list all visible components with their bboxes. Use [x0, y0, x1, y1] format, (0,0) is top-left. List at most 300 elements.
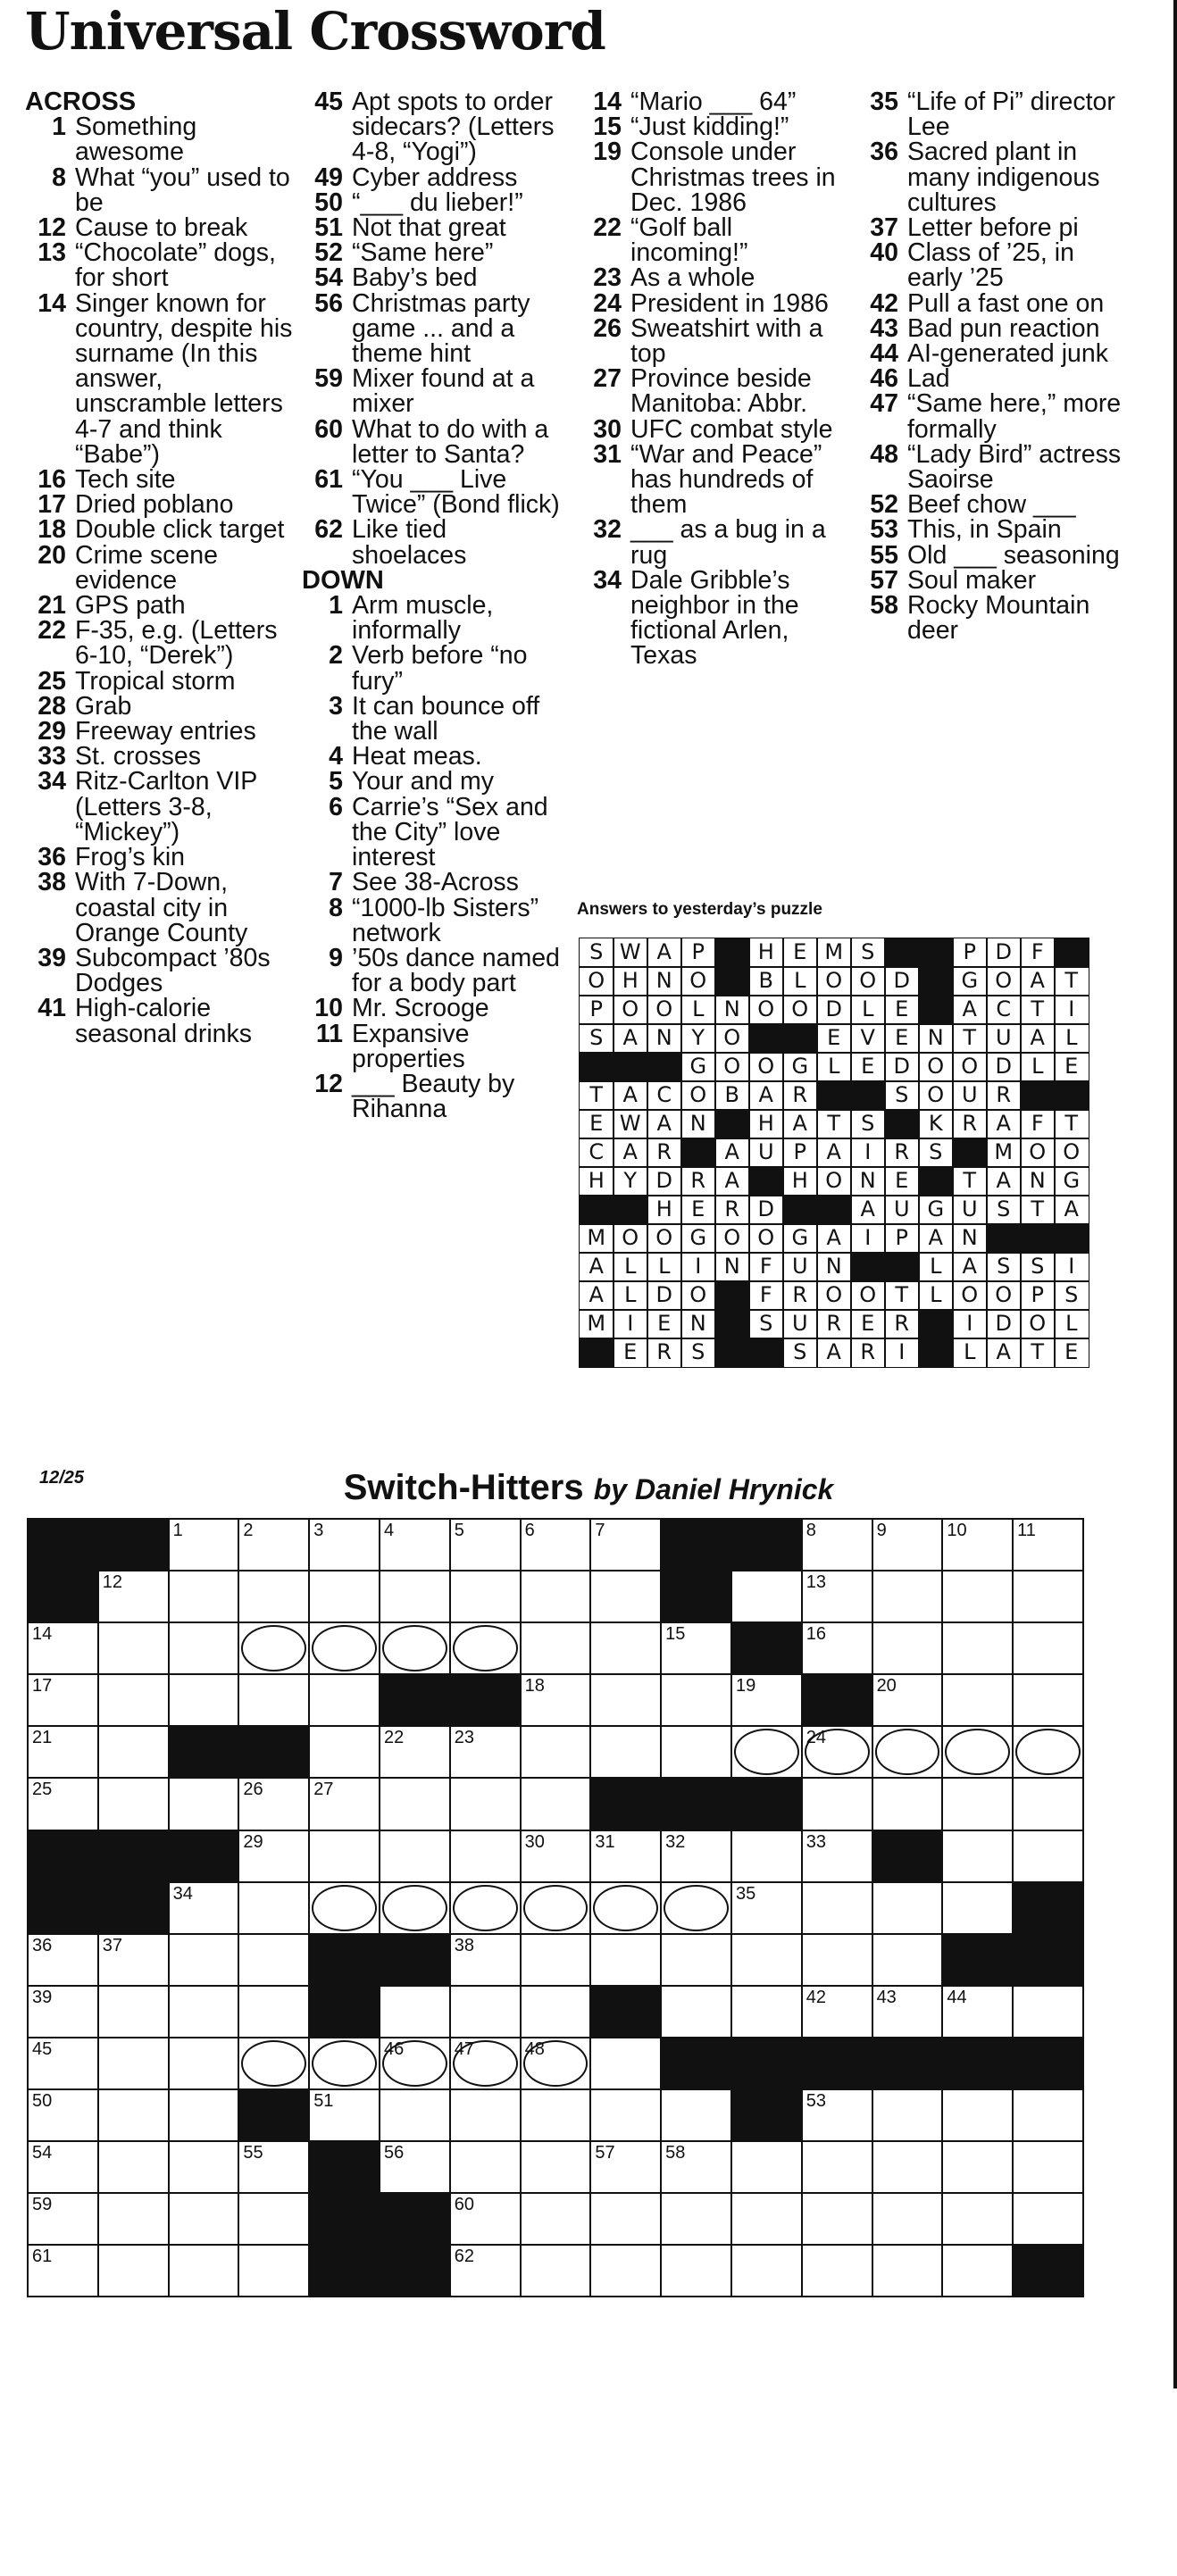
grid-cell[interactable] [97, 2192, 170, 2246]
grid-cell[interactable] [379, 2140, 451, 2194]
clue-number: 33 [38, 742, 66, 771]
grid-cell[interactable] [449, 1725, 522, 1779]
clue [857, 88, 1125, 142]
down-clue-list-2 [580, 89, 848, 669]
clue-text: Bad pun reaction [907, 313, 1100, 343]
clue [25, 165, 293, 215]
black-square [97, 1518, 170, 1571]
grid-cell[interactable] [1012, 2192, 1084, 2246]
grid-cell[interactable] [801, 1933, 873, 1987]
grid-cell[interactable] [168, 2088, 240, 2142]
grid-cell[interactable] [589, 1830, 662, 1883]
grid-cell[interactable] [660, 2088, 732, 2142]
clue-column-1 [25, 89, 293, 1046]
grid-cell[interactable] [589, 2037, 662, 2090]
clue [302, 641, 561, 696]
answer-letter: R [850, 1338, 886, 1368]
answers-label: Answers to yesterday’s puzzle [577, 900, 822, 919]
cell-number: 46 [383, 2038, 405, 2059]
grid-cell[interactable] [379, 2037, 451, 2090]
clue-text: Mixer found at a mixer [352, 364, 535, 419]
grid-cell[interactable] [660, 1725, 732, 1779]
circle-mark [241, 2040, 306, 2087]
grid-cell[interactable] [97, 2037, 170, 2090]
clue-number: 38 [38, 868, 66, 897]
grid-cell[interactable] [238, 1777, 310, 1830]
grid-cell[interactable] [27, 1777, 99, 1830]
grid-cell[interactable] [27, 1621, 99, 1675]
clue-text: GPS path [75, 591, 186, 621]
answer-letter: N [680, 1309, 716, 1339]
grid-cell[interactable] [27, 1725, 99, 1779]
grid-cell[interactable] [941, 1985, 1014, 2038]
grid-cell[interactable] [660, 2140, 732, 2194]
answer-letter: A [1054, 1195, 1089, 1225]
grid-cell[interactable] [801, 1725, 873, 1779]
answer-letter: N [1020, 1166, 1056, 1196]
grid-cell[interactable] [520, 1777, 592, 1830]
grid-cell[interactable] [801, 2192, 873, 2246]
grid-cell[interactable] [27, 2037, 99, 2090]
grid-cell[interactable] [97, 2140, 170, 2194]
grid-cell[interactable] [730, 2244, 803, 2297]
grid-cell[interactable] [379, 1621, 451, 1675]
cell-number: 21 [32, 1728, 53, 1748]
grid-row [27, 1830, 1100, 1881]
answer-letter: C [986, 995, 1022, 1025]
grid-cell[interactable] [520, 1933, 592, 1987]
grid-cell[interactable] [660, 2244, 732, 2297]
grid-cell[interactable] [1012, 1673, 1084, 1727]
clue [25, 719, 293, 744]
cell-number: 22 [383, 1728, 405, 1748]
clue-number: 17 [38, 490, 66, 520]
clue-number: 45 [314, 88, 343, 116]
grid-cell[interactable] [1012, 1777, 1084, 1830]
clue-number: 36 [870, 138, 898, 167]
grid-cell[interactable] [449, 1777, 522, 1830]
grid-cell[interactable] [308, 1621, 380, 1675]
grid-cell[interactable] [730, 1830, 803, 1883]
clue-text: Your and my [352, 767, 494, 796]
grid-cell[interactable] [238, 1621, 310, 1675]
answer-letter: D [986, 1052, 1022, 1082]
grid-cell[interactable] [238, 1985, 310, 2038]
grid-cell[interactable] [97, 1570, 170, 1623]
answer-letter: U [952, 1080, 988, 1111]
black-square [379, 2244, 451, 2297]
grid-cell[interactable] [238, 2192, 310, 2246]
black-square [449, 1673, 522, 1727]
grid-cell[interactable] [308, 1518, 380, 1571]
grid-cell[interactable] [660, 1985, 732, 2038]
grid-cell[interactable] [589, 1881, 662, 1935]
clue [302, 190, 561, 215]
grid-cell[interactable] [730, 1933, 803, 1987]
answer-grid-row [579, 1052, 1088, 1080]
answer-letter: E [613, 1338, 648, 1368]
grid-cell[interactable] [730, 2192, 803, 2246]
grid-cell[interactable] [379, 1881, 451, 1935]
clue [25, 465, 293, 495]
grid-cell[interactable] [27, 1933, 99, 1987]
grid-cell[interactable] [238, 1518, 310, 1571]
grid-cell[interactable] [379, 1570, 451, 1623]
answer-black-square [1020, 1223, 1056, 1254]
grid-cell[interactable] [801, 2088, 873, 2142]
grid-cell[interactable] [941, 2088, 1014, 2142]
cell-number: 54 [32, 2143, 53, 2163]
grid-cell[interactable] [660, 1673, 732, 1727]
grid-cell[interactable] [238, 1570, 310, 1623]
clue-text: President in 1986 [630, 288, 829, 318]
clue-text: “War and Peace” has hundreds of them [630, 439, 822, 520]
grid-cell[interactable] [589, 1725, 662, 1779]
grid-cell[interactable] [730, 1570, 803, 1623]
grid-cell[interactable] [27, 2088, 99, 2142]
answer-letter: D [884, 1052, 920, 1082]
grid-cell[interactable] [449, 1621, 522, 1675]
circle-mark [945, 1729, 1010, 1775]
grid-cell[interactable] [730, 1881, 803, 1935]
answer-black-square [680, 1138, 716, 1168]
grid-cell[interactable] [872, 1673, 944, 1727]
grid-cell[interactable] [520, 2192, 592, 2246]
grid-cell[interactable] [1012, 2088, 1084, 2142]
clue-number: 49 [314, 163, 343, 192]
clue-number: 61 [314, 465, 343, 495]
grid-cell[interactable] [1012, 1621, 1084, 1675]
grid-cell[interactable] [168, 1518, 240, 1571]
grid-cell[interactable] [449, 1985, 522, 2038]
answer-letter: V [850, 1023, 886, 1054]
grid-cell[interactable] [308, 1830, 380, 1883]
answer-grid-row [579, 1195, 1088, 1223]
answer-black-square [714, 1280, 750, 1311]
clue [25, 490, 293, 520]
grid-cell[interactable] [97, 1621, 170, 1675]
grid-cell[interactable] [449, 2088, 522, 2142]
grid-cell[interactable] [941, 1725, 1014, 1779]
grid-cell[interactable] [168, 2140, 240, 2194]
cell-number: 3 [313, 1521, 324, 1540]
grid-cell[interactable] [97, 1933, 170, 1987]
grid-cell[interactable] [168, 2192, 240, 2246]
grid-cell[interactable] [872, 1621, 944, 1675]
grid-cell[interactable] [449, 2037, 522, 2090]
circle-mark [664, 1885, 729, 1931]
grid-cell[interactable] [589, 2244, 662, 2297]
grid-cell[interactable] [168, 1673, 240, 1727]
grid-cell[interactable] [801, 1570, 873, 1623]
grid-cell[interactable] [1012, 2140, 1084, 2194]
cell-number: 5 [454, 1521, 464, 1540]
grid-cell[interactable] [449, 1881, 522, 1935]
cell-number: 36 [32, 1935, 53, 1955]
grid-cell[interactable] [589, 2192, 662, 2246]
clue-text: Cyber address [352, 163, 518, 192]
answer-letter: S [918, 1138, 954, 1168]
column-rule [1173, 0, 1177, 2388]
grid-cell[interactable] [801, 1621, 873, 1675]
grid-cell[interactable] [801, 1777, 873, 1830]
grid-cell[interactable] [379, 1985, 451, 2038]
clue [302, 893, 561, 947]
grid-cell[interactable] [520, 2088, 592, 2142]
cell-number: 24 [806, 1728, 827, 1748]
clue-number: 21 [38, 591, 66, 621]
answer-letter: N [850, 1166, 886, 1196]
grid-cell[interactable] [520, 2140, 592, 2194]
grid-cell[interactable] [97, 1725, 170, 1779]
grid-cell[interactable] [168, 2037, 240, 2090]
grid-cell[interactable] [379, 2088, 451, 2142]
answer-letter: A [613, 1138, 648, 1168]
clue [25, 515, 293, 545]
answer-letter: D [986, 1309, 1022, 1339]
answer-grid-row [579, 966, 1088, 995]
grid-cell[interactable] [520, 1985, 592, 2038]
grid-cell[interactable] [730, 1725, 803, 1779]
grid-cell[interactable] [308, 1777, 380, 1830]
grid-cell[interactable] [872, 2244, 944, 2297]
grid-cell[interactable] [801, 1985, 873, 2038]
cell-number: 56 [383, 2143, 405, 2163]
grid-cell[interactable] [801, 2244, 873, 2297]
cell-number: 58 [665, 2143, 686, 2163]
answer-grid-row [579, 1338, 1088, 1366]
grid-cell[interactable] [1012, 1830, 1084, 1883]
grid-cell[interactable] [449, 1518, 522, 1571]
grid-cell[interactable] [872, 2088, 944, 2142]
grid-cell[interactable] [1012, 1985, 1084, 2038]
clue-text: Dried poblano [75, 490, 234, 520]
grid-cell[interactable] [872, 1777, 944, 1830]
grid-cell[interactable] [308, 1725, 380, 1779]
grid-cell[interactable] [872, 2140, 944, 2194]
answer-black-square [579, 1195, 614, 1225]
grid-cell[interactable] [449, 2192, 522, 2246]
answer-letter: O [714, 1052, 750, 1082]
answer-letter: O [680, 1280, 716, 1311]
answer-letter: A [579, 1280, 614, 1311]
clue-number: 13 [38, 238, 66, 268]
clue [857, 238, 1125, 293]
grid-cell[interactable] [379, 1830, 451, 1883]
grid-cell[interactable] [379, 1777, 451, 1830]
answer-letter: G [1054, 1166, 1089, 1196]
grid-cell[interactable] [520, 1673, 592, 1727]
grid-cell[interactable] [730, 1673, 803, 1727]
grid-cell[interactable] [449, 1830, 522, 1883]
answer-black-square [816, 1080, 852, 1111]
answer-letter: N [816, 1252, 852, 1282]
grid-cell[interactable] [168, 1570, 240, 1623]
grid-cell[interactable] [449, 1570, 522, 1623]
grid-cell[interactable] [520, 1621, 592, 1675]
grid-cell[interactable] [520, 1725, 592, 1779]
grid-cell[interactable] [589, 1673, 662, 1727]
grid-cell[interactable] [520, 1570, 592, 1623]
answer-letter: H [748, 938, 784, 968]
grid-cell[interactable] [238, 2140, 310, 2194]
clue-number: 24 [593, 288, 622, 318]
clue [302, 288, 561, 369]
grid-cell[interactable] [941, 2192, 1014, 2246]
answer-letter: A [714, 1138, 750, 1168]
answer-letter: A [714, 1166, 750, 1196]
grid-cell[interactable] [449, 2244, 522, 2297]
grid-cell[interactable] [941, 1570, 1014, 1623]
clue-number: 62 [314, 515, 343, 545]
grid-cell[interactable] [168, 1933, 240, 1987]
grid-cell[interactable] [941, 1621, 1014, 1675]
grid-cell[interactable] [97, 1673, 170, 1727]
grid-cell[interactable] [660, 1830, 732, 1883]
answer-letter: D [884, 966, 920, 996]
grid-cell[interactable] [379, 1725, 451, 1779]
grid-cell[interactable] [872, 1933, 944, 1987]
puzzle-title-line [0, 1468, 1177, 1508]
grid-cell[interactable] [168, 1881, 240, 1935]
answer-grid-row [579, 995, 1088, 1023]
grid-cell[interactable] [872, 1518, 944, 1571]
circle-mark [312, 1625, 377, 1671]
grid-cell[interactable] [730, 1985, 803, 2038]
grid-cell[interactable] [97, 2088, 170, 2142]
circle-mark [382, 1885, 447, 1931]
answer-black-square [1054, 1080, 1089, 1111]
grid-cell[interactable] [1012, 1518, 1084, 1571]
grid-cell[interactable] [97, 1777, 170, 1830]
grid-cell[interactable] [941, 1518, 1014, 1571]
cell-number: 6 [524, 1521, 535, 1540]
grid-cell[interactable] [1012, 1725, 1084, 1779]
grid-cell[interactable] [520, 1518, 592, 1571]
grid-cell[interactable] [589, 1518, 662, 1571]
answer-letter: A [782, 1109, 818, 1139]
grid-cell[interactable] [660, 1933, 732, 1987]
grid-cell[interactable] [379, 1518, 451, 1571]
grid-cell[interactable] [872, 1570, 944, 1623]
grid-cell[interactable] [27, 2244, 99, 2297]
grid-cell[interactable] [941, 1673, 1014, 1727]
grid-cell[interactable] [520, 1881, 592, 1935]
grid-cell[interactable] [168, 2244, 240, 2297]
grid-cell[interactable] [872, 1985, 944, 2038]
cell-number: 37 [102, 1935, 123, 1955]
clue-number: 55 [870, 540, 898, 570]
grid-cell[interactable] [872, 1725, 944, 1779]
grid-cell[interactable] [308, 1881, 380, 1935]
answer-letter: L [647, 1252, 682, 1282]
grid-cell[interactable] [872, 1881, 944, 1935]
black-square [27, 1881, 99, 1935]
grid-cell[interactable] [1012, 1570, 1084, 1623]
grid-cell[interactable] [801, 1881, 873, 1935]
grid-cell[interactable] [308, 2088, 380, 2142]
grid-cell[interactable] [238, 2244, 310, 2297]
grid-cell[interactable] [941, 1881, 1014, 1935]
clue [580, 139, 848, 215]
grid-cell[interactable] [168, 1621, 240, 1675]
grid-cell[interactable] [801, 2140, 873, 2194]
grid-cell[interactable] [660, 2192, 732, 2246]
grid-cell[interactable] [238, 1830, 310, 1883]
grid-cell[interactable] [27, 2192, 99, 2246]
grid-cell[interactable] [589, 2140, 662, 2194]
grid-cell[interactable] [168, 1985, 240, 2038]
grid-cell[interactable] [308, 1673, 380, 1727]
clue [25, 845, 293, 870]
clue-number: 60 [314, 414, 343, 444]
clue-number: 44 [870, 339, 898, 369]
grid-cell[interactable] [589, 1570, 662, 1623]
grid-cell[interactable] [589, 2088, 662, 2142]
grid-cell[interactable] [941, 1830, 1014, 1883]
cell-number: 15 [665, 1624, 686, 1645]
clue-text: Ritz-Carlton VIP (Letters 3-8, “Mickey”) [75, 767, 257, 846]
grid-cell[interactable] [238, 1673, 310, 1727]
grid-cell[interactable] [238, 1881, 310, 1935]
answer-letter: O [613, 1223, 648, 1254]
grid-cell[interactable] [801, 1518, 873, 1571]
grid-cell[interactable] [589, 1621, 662, 1675]
grid-cell[interactable] [660, 1621, 732, 1675]
grid-cell[interactable] [941, 2140, 1014, 2194]
grid-cell[interactable] [27, 2140, 99, 2194]
grid-cell[interactable] [449, 1933, 522, 1987]
grid-cell[interactable] [872, 2192, 944, 2246]
grid-cell[interactable] [308, 2037, 380, 2090]
grid-cell[interactable] [941, 1777, 1014, 1830]
answer-black-square [714, 966, 750, 996]
grid-cell[interactable] [168, 1777, 240, 1830]
answer-letter: A [850, 1195, 886, 1225]
clue [302, 263, 561, 293]
grid-row [27, 1673, 1100, 1725]
clue-text: Apt spots to order sidecars? (Letters 4-8, “Yogi”) [352, 88, 555, 167]
grid-cell[interactable] [238, 1933, 310, 1987]
grid-cell[interactable] [97, 2244, 170, 2297]
clue [25, 616, 293, 671]
grid-cell[interactable] [520, 1830, 592, 1883]
grid-cell[interactable] [660, 1881, 732, 1935]
clue [857, 565, 1125, 595]
clue-text: UFC combat style [630, 414, 833, 444]
clue-number: 51 [314, 213, 343, 243]
answer-letter: G [680, 1052, 716, 1082]
clue-number: 11 [315, 1019, 343, 1048]
grid-cell[interactable] [589, 1933, 662, 1987]
grid-cell[interactable] [238, 2037, 310, 2090]
cell-number: 43 [876, 1987, 897, 2007]
grid-cell[interactable] [27, 1985, 99, 2038]
grid-cell[interactable] [520, 2037, 592, 2090]
grid-cell[interactable] [801, 1830, 873, 1883]
clue-number: 46 [870, 364, 898, 394]
clue-text: Tropical storm [75, 666, 236, 696]
grid-cell[interactable] [449, 2140, 522, 2194]
grid-cell[interactable] [730, 2140, 803, 2194]
grid-cell[interactable] [27, 1673, 99, 1727]
answer-letter: O [680, 966, 716, 996]
grid-cell[interactable] [97, 1985, 170, 2038]
grid-cell[interactable] [941, 2244, 1014, 2297]
puzzle-title: Switch-Hitters [343, 1468, 584, 1507]
grid-cell[interactable] [308, 1570, 380, 1623]
grid-cell[interactable] [520, 2244, 592, 2297]
